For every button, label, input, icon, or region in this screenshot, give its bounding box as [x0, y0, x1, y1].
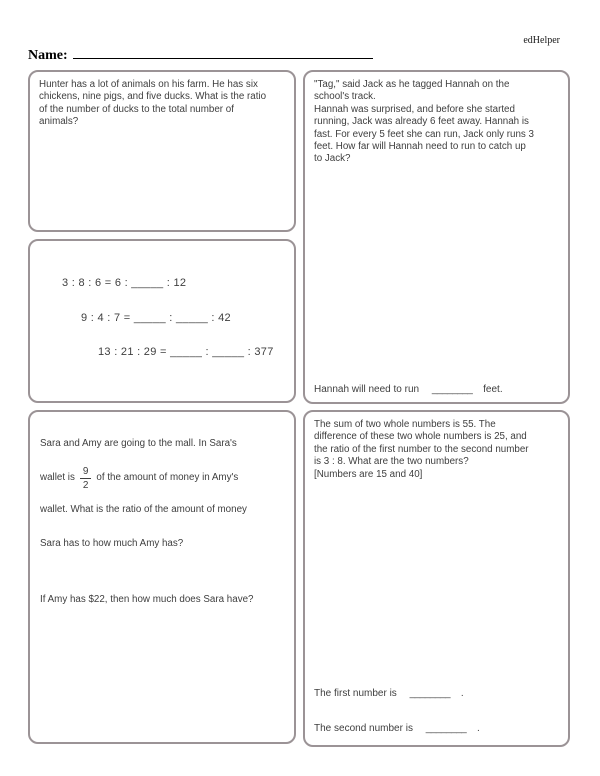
answer-blank[interactable]: ________ — [425, 723, 467, 734]
answer-suffix: . — [460, 688, 464, 699]
text-line: the ratio of the first number to the second number — [314, 443, 529, 455]
answer-line-feet — [314, 384, 503, 395]
answer-line-first-number — [314, 688, 464, 699]
ratio-equation[interactable]: 9 : 4 : 7 = _____ : _____ : 42 — [81, 312, 231, 324]
fraction-nine-halves — [80, 466, 92, 491]
problem-box-tag-race — [303, 70, 570, 404]
answer-prefix: The second number is — [314, 723, 413, 734]
answer-suffix: . — [477, 723, 480, 734]
problem-box-two-numbers — [303, 410, 570, 747]
text-line: feet. How far will Hannah need to run to catch up — [314, 141, 526, 153]
text-line: The sum of two whole numbers is 55. The — [314, 419, 496, 430]
problem-box-mall-money — [28, 410, 296, 744]
answer-prefix: Hannah will need to run — [314, 384, 420, 395]
answer-blank[interactable]: ________ — [409, 688, 451, 699]
name-blank[interactable] — [73, 46, 373, 59]
text-line: "Tag," said Jack as he tagged Hannah on the — [314, 79, 510, 90]
fraction-numerator: 9 — [80, 466, 92, 479]
answer-line-second-number — [314, 723, 480, 734]
text-line: If Amy has $22, then how much does Sara have? — [40, 594, 254, 605]
text-line: Hannah was surprised, and before she started — [314, 103, 515, 115]
text-line: difference of these two whole numbers is 25, and — [314, 431, 527, 443]
problem-box-equivalent-ratios — [28, 239, 296, 403]
text-line: [Numbers are 15 and 40] — [314, 468, 423, 480]
text-line: chickens, nine pigs, and five ducks. What is the ratio — [39, 91, 267, 103]
problem-box-farm-animals — [28, 70, 296, 232]
fraction-denominator: 2 — [82, 479, 89, 491]
text-line: to Jack? — [314, 153, 351, 165]
text-line: school's track. — [314, 91, 376, 103]
ratio-equation[interactable]: 3 : 8 : 6 = 6 : _____ : 12 — [62, 277, 187, 289]
brand-logo-text: edHelper — [523, 35, 560, 46]
name-label: Name: — [28, 48, 68, 63]
text-line: Sara has to how much Amy has? — [40, 538, 184, 549]
answer-suffix: feet. — [483, 384, 503, 395]
text-line-with-fraction — [40, 462, 238, 494]
problem-text — [30, 72, 294, 129]
name-row — [28, 46, 388, 64]
text-segment: wallet is — [40, 471, 75, 483]
ratio-equation[interactable]: 13 : 21 : 29 = _____ : _____ : 377 — [98, 346, 274, 358]
answer-blank[interactable]: ________ — [431, 384, 473, 395]
text-line: is 3 : 8. What are the two numbers? — [314, 456, 469, 468]
answer-prefix: The first number is — [314, 688, 397, 699]
text-line: of the number of ducks to the total number of — [39, 103, 234, 115]
problem-text — [305, 72, 568, 166]
problem-text — [305, 412, 568, 481]
text-segment: of the amount of money in Amy's — [96, 471, 239, 483]
text-line: wallet. What is the ratio of the amount of money — [40, 504, 247, 515]
text-line: fast. For every 5 feet she can run, Jack only runs 3 — [314, 128, 534, 140]
text-line: Hunter has a lot of animals on his farm. He has six — [39, 79, 258, 90]
text-line: Sara and Amy are going to the mall. In Sara's — [40, 438, 237, 449]
text-line: running, Jack was already 6 feet away. Hannah is — [314, 116, 529, 128]
text-line: animals? — [39, 116, 79, 128]
